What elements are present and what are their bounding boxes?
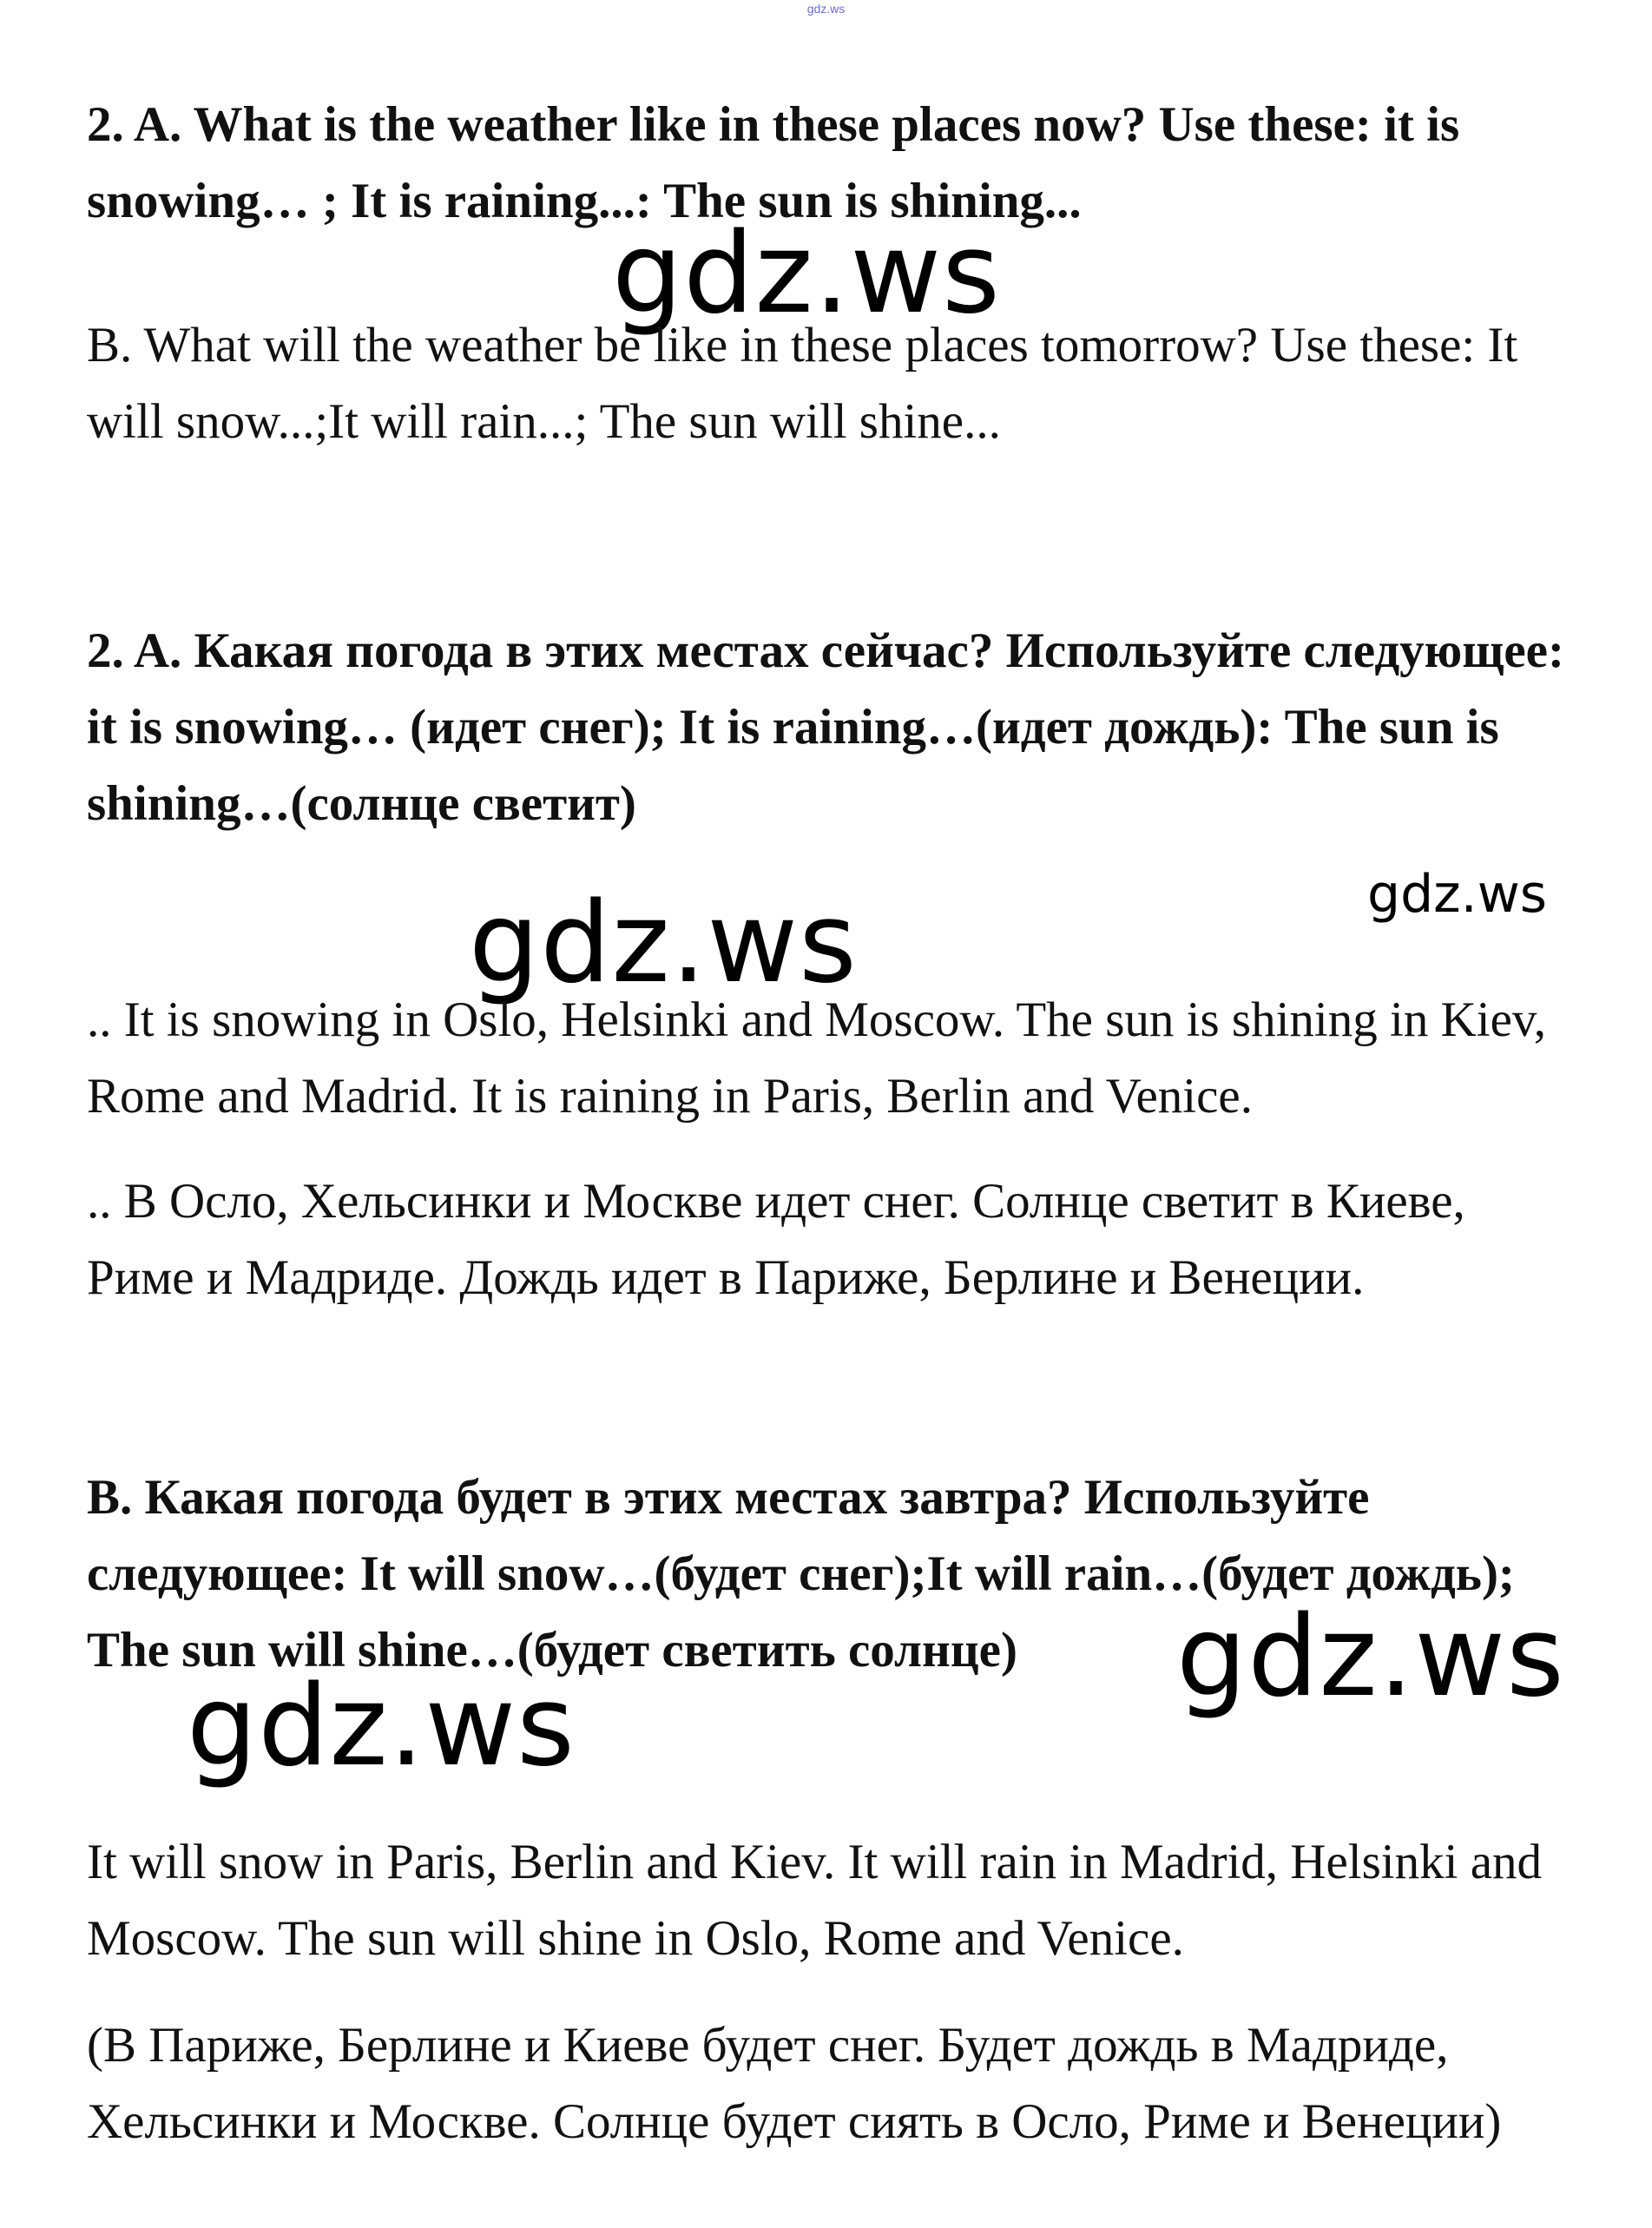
answer-b-russian: (В Париже, Берлине и Киеве будет снег. Будет дождь в Мадриде, Хельсинки и Москве. Солнце будет сиять в Осло, Риме и Венеции) (87, 2018, 1502, 2149)
watermark-4: gdz.ws (1176, 1592, 1565, 1722)
task-a-russian: 2. A. Какая погода в этих местах сейчас? Используйте следующее: it is snowing… (идет снег); It is raining…(идет дождь): The sun is shining…(солнце светит) (87, 623, 1564, 831)
task-b-russian: B. Какая погода будет в этих местах завтра? Используйте следующее: It will snow…(будет снег);It will rain…(будет дождь); The sun will shine…(будет светить солнце) (87, 1470, 1515, 1678)
answer-b-english: It will snow in Paris, Berlin and Kiev. It will rain in Madrid, Helsinki and Moscow. The sun will shine in Oslo, Rome and Venice. (87, 1835, 1542, 1966)
watermark-1: gdz.ws (612, 209, 1001, 339)
watermark-3: gdz.ws (469, 879, 858, 1008)
answer-a-russian: .. В Осло, Хельсинки и Москве идет снег. Солнце светит в Киеве, Риме и Мадриде. Дождь идет в Париже, Берлине и Венеции. (87, 1174, 1465, 1305)
answer-a-english: .. It is snowing in Oslo, Helsinki and Moscow. The sun is shining in Kiev, Rome and Madrid. It is raining in Paris, Berlin and Venice. (87, 992, 1546, 1124)
watermark-5: gdz.ws (187, 1662, 576, 1791)
task-b-english: B. What will the weather be like in these places tomorrow? Use these: It will snow...;It will rain...; The sun will shine... (87, 318, 1518, 449)
watermark-2: gdz.ws (1367, 864, 1548, 925)
top-watermark: gdz.ws (806, 2, 846, 16)
task-a-english: 2. A. What is the weather like in these places now? Use these: it is snowing… ; It is raining...: The sun is shining... (87, 97, 1460, 228)
